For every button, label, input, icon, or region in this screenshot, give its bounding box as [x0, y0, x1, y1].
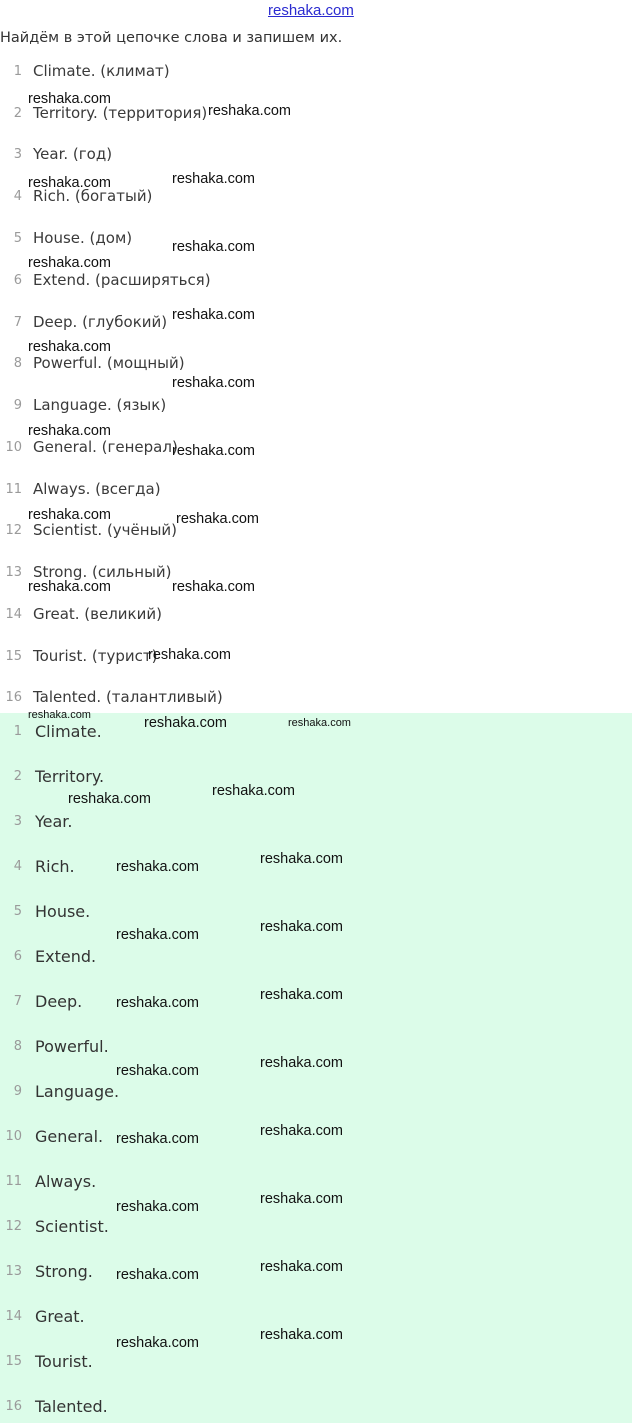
watermark: reshaka.com [212, 783, 296, 799]
item-text: Tourist. (турист) [33, 647, 158, 665]
watermark: reshaka.com [144, 715, 228, 731]
item-number: 11 [5, 481, 22, 497]
watermark: reshaka.com [68, 791, 152, 807]
item-text: Always. [35, 1171, 97, 1191]
item-number: 2 [13, 105, 22, 121]
list-item [0, 1080, 119, 1102]
list-item [0, 765, 104, 787]
item-number: 14 [5, 1308, 22, 1324]
watermark: reshaka.com [28, 339, 112, 355]
watermark: reshaka.com [116, 927, 200, 943]
watermark: reshaka.com [176, 511, 260, 527]
list-item [0, 720, 102, 742]
list-item [0, 352, 185, 374]
list-item [0, 102, 207, 124]
item-number: 7 [13, 314, 22, 330]
item-number: 4 [13, 188, 22, 204]
watermark: reshaka.com [28, 579, 112, 595]
item-number: 15 [5, 648, 22, 664]
watermark: reshaka.com [260, 919, 344, 935]
item-number: 1 [13, 63, 22, 79]
item-number: 11 [5, 1173, 22, 1189]
list-item [0, 227, 132, 249]
item-text: Climate. [35, 721, 102, 741]
item-number: 2 [13, 768, 22, 784]
item-text: Year. [35, 811, 73, 831]
list-item [0, 1305, 85, 1327]
watermark: reshaka.com [260, 1055, 344, 1071]
item-text: General. (генерал) [33, 438, 178, 456]
list-item [0, 143, 112, 165]
item-number: 16 [5, 1398, 22, 1414]
item-number: 8 [13, 355, 22, 371]
item-text: Language. (язык) [33, 396, 167, 414]
watermark: reshaka.com [116, 1335, 200, 1351]
intro-text: Найдём в этой цепочке слова и запишем их. [0, 30, 343, 46]
list-item [0, 1215, 109, 1237]
list-item [0, 394, 166, 416]
watermark: reshaka.com [148, 647, 232, 663]
watermark: reshaka.com [116, 995, 200, 1011]
watermark: reshaka.com [172, 239, 256, 255]
list-item [0, 311, 167, 333]
item-text: Extend. [35, 946, 97, 966]
list-item [0, 436, 178, 458]
watermark: reshaka.com [116, 1131, 200, 1147]
item-number: 3 [13, 813, 22, 829]
list-item [0, 810, 73, 832]
item-text: Climate. (климат) [33, 62, 170, 80]
watermark: reshaka.com [260, 1123, 344, 1139]
site-link[interactable]: reshaka.com [268, 2, 354, 19]
item-number: 15 [5, 1353, 22, 1369]
item-number: 8 [13, 1038, 22, 1054]
item-text: Tourist. [35, 1351, 93, 1371]
item-text: Language. [35, 1081, 120, 1101]
item-text: General. [35, 1126, 104, 1146]
item-number: 9 [13, 1083, 22, 1099]
watermark: reshaka.com [116, 1199, 200, 1215]
watermark: reshaka.com [260, 987, 344, 1003]
item-text: Powerful. [35, 1036, 109, 1056]
item-number: 6 [13, 272, 22, 288]
list-item [0, 855, 75, 877]
watermark: reshaka.com [28, 507, 112, 523]
item-number: 5 [13, 903, 22, 919]
watermark: reshaka.com [172, 443, 256, 459]
item-text: Strong. (сильный) [33, 563, 172, 581]
list-item [0, 603, 162, 625]
item-text: Great. [35, 1306, 85, 1326]
watermark: reshaka.com [172, 579, 256, 595]
item-text: Rich. (богатый) [33, 187, 153, 205]
item-text: Deep. [35, 991, 83, 1011]
item-text: Scientist. [35, 1216, 109, 1236]
item-number: 4 [13, 858, 22, 874]
watermark: reshaka.com [260, 851, 344, 867]
watermark: reshaka.com [288, 717, 351, 729]
list-item [0, 1125, 103, 1147]
item-text: Powerful. (мощный) [33, 354, 185, 372]
item-number: 10 [5, 439, 22, 455]
list-item [0, 990, 82, 1012]
item-text: House. [35, 901, 91, 921]
watermark: reshaka.com [28, 423, 112, 439]
item-number: 1 [13, 723, 22, 739]
list-item [0, 478, 161, 500]
watermark: reshaka.com [172, 307, 256, 323]
item-text: Talented. [35, 1396, 108, 1416]
watermark: reshaka.com [208, 103, 292, 119]
watermark: reshaka.com [172, 171, 256, 187]
answer-box [0, 713, 632, 1423]
watermark: reshaka.com [260, 1259, 344, 1275]
item-text: Deep. (глубокий) [33, 313, 168, 331]
item-number: 5 [13, 230, 22, 246]
watermark: reshaka.com [172, 375, 256, 391]
watermark: reshaka.com [260, 1191, 344, 1207]
list-item [0, 1260, 93, 1282]
item-number: 6 [13, 948, 22, 964]
watermark: reshaka.com [116, 859, 200, 875]
item-number: 13 [5, 564, 22, 580]
item-number: 16 [5, 689, 22, 705]
item-number: 14 [5, 606, 22, 622]
list-item [0, 185, 152, 207]
list-item [0, 1350, 93, 1372]
watermark: reshaka.com [116, 1063, 200, 1079]
item-number: 13 [5, 1263, 22, 1279]
item-text: Strong. [35, 1261, 93, 1281]
list-item [0, 269, 211, 291]
list-item [0, 561, 172, 583]
item-text: Scientist. (учёный) [33, 521, 178, 539]
item-number: 3 [13, 146, 22, 162]
list-item [0, 900, 90, 922]
item-text: Year. (год) [33, 145, 113, 163]
item-text: Territory. [35, 766, 105, 786]
watermark: reshaka.com [116, 1267, 200, 1283]
list-item [0, 1395, 108, 1417]
list-item [0, 1170, 96, 1192]
item-number: 10 [5, 1128, 22, 1144]
list-item [0, 645, 157, 667]
list-item [0, 686, 223, 708]
item-text: Extend. (расширяться) [33, 271, 211, 289]
list-item [0, 60, 170, 82]
watermark: reshaka.com [28, 709, 91, 721]
item-text: Talented. (талантливый) [33, 688, 223, 706]
list-item [0, 519, 177, 541]
item-text: Rich. [35, 856, 75, 876]
item-number: 12 [5, 1218, 22, 1234]
item-number: 12 [5, 522, 22, 538]
watermark: reshaka.com [28, 91, 112, 107]
item-text: Always. (всегда) [33, 480, 161, 498]
list-item [0, 1035, 109, 1057]
watermark: reshaka.com [28, 255, 112, 271]
item-number: 9 [13, 397, 22, 413]
item-text: Great. (великий) [33, 605, 162, 623]
list-item [0, 945, 96, 967]
watermark: reshaka.com [260, 1327, 344, 1343]
item-number: 7 [13, 993, 22, 1009]
item-text: Territory. (территория) [33, 104, 208, 122]
item-text: House. (дом) [33, 229, 133, 247]
watermark: reshaka.com [28, 175, 112, 191]
